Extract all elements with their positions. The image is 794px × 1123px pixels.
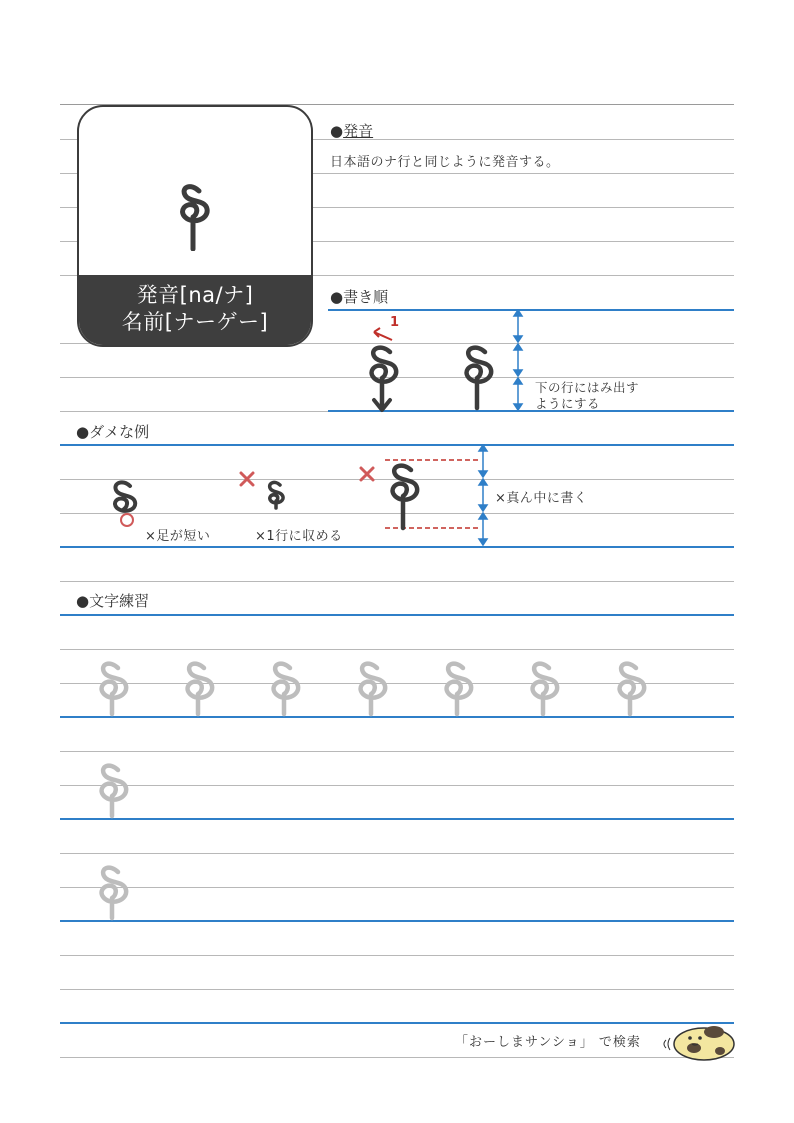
practice-rule-blue (60, 1022, 734, 1024)
rule (60, 989, 734, 990)
rule (60, 785, 734, 786)
pronunciation-heading (330, 120, 373, 141)
bullet-icon: ● (330, 122, 344, 140)
practice-trace-glyph (92, 650, 136, 720)
bad-examples-heading (76, 421, 149, 442)
pronunciation-heading-text: 発音 (343, 122, 374, 140)
rule (60, 751, 734, 752)
stroke-number: 1 (390, 315, 400, 330)
bullet-icon: ● (330, 288, 344, 306)
rule (60, 581, 734, 582)
stroke-order-heading (330, 286, 388, 307)
rule (60, 853, 734, 854)
pronunciation-label: 発音[na/ナ] (136, 283, 254, 307)
stroke-order-glyph-final (455, 320, 505, 419)
practice-rule-blue (60, 818, 734, 820)
bad-example-short-leg (106, 476, 146, 532)
practice-trace-glyph (351, 650, 395, 720)
letter-name-label: 名前[ナーゲー] (121, 310, 269, 334)
bad-example-one-row (262, 478, 292, 516)
practice-heading-text: 文字練習 (89, 592, 150, 610)
practice-rule-blue (60, 920, 734, 922)
bullet-icon: ● (76, 423, 90, 441)
pronunciation-text: 日本語のナ行と同じように発音する。 (330, 155, 560, 170)
bad-caption-one-row: ×1行に収める (255, 529, 343, 544)
stroke-rule-blue (328, 309, 734, 311)
rule (60, 411, 328, 412)
stroke-note-line1: 下の行にはみ出す (535, 380, 640, 395)
stroke-guide-arrows (510, 309, 526, 417)
rule (60, 955, 734, 956)
practice-trace-glyph (178, 650, 222, 720)
stroke-order-heading-text: 書き順 (343, 288, 389, 306)
rule (60, 887, 734, 888)
bad-examples-heading-text: ダメな例 (89, 423, 150, 441)
practice-heading (76, 590, 149, 611)
turtle-mascot-icon (660, 1018, 738, 1066)
bad-guide-arrows (475, 444, 491, 552)
stroke-note-line2: ようにする (535, 396, 601, 411)
practice-rule-blue (60, 614, 734, 616)
bad-caption-centered: ×真ん中に書く (495, 491, 588, 506)
letter-card (77, 105, 313, 347)
practice-trace-glyph (92, 854, 136, 924)
thai-letter-na-glyph (173, 169, 217, 255)
bad-caption-short-leg: ×足が短い (145, 529, 211, 544)
practice-trace-glyph (437, 650, 481, 720)
bad-example-centered (383, 458, 427, 536)
card-info-panel (79, 275, 311, 345)
search-hint: 「おーしまサンショ」 で検索 (455, 1035, 641, 1050)
rule (60, 1057, 734, 1058)
bad-rule-blue (60, 546, 734, 548)
cross-icon (358, 465, 376, 487)
bullet-icon: ● (76, 592, 90, 610)
stroke-order-glyph-arrow (360, 320, 410, 419)
practice-trace-glyph (523, 650, 567, 720)
practice-trace-glyph (610, 650, 654, 720)
practice-trace-glyph (264, 650, 308, 720)
practice-trace-glyph (92, 752, 136, 822)
cross-icon (238, 470, 256, 492)
bad-rule-blue (60, 444, 734, 446)
